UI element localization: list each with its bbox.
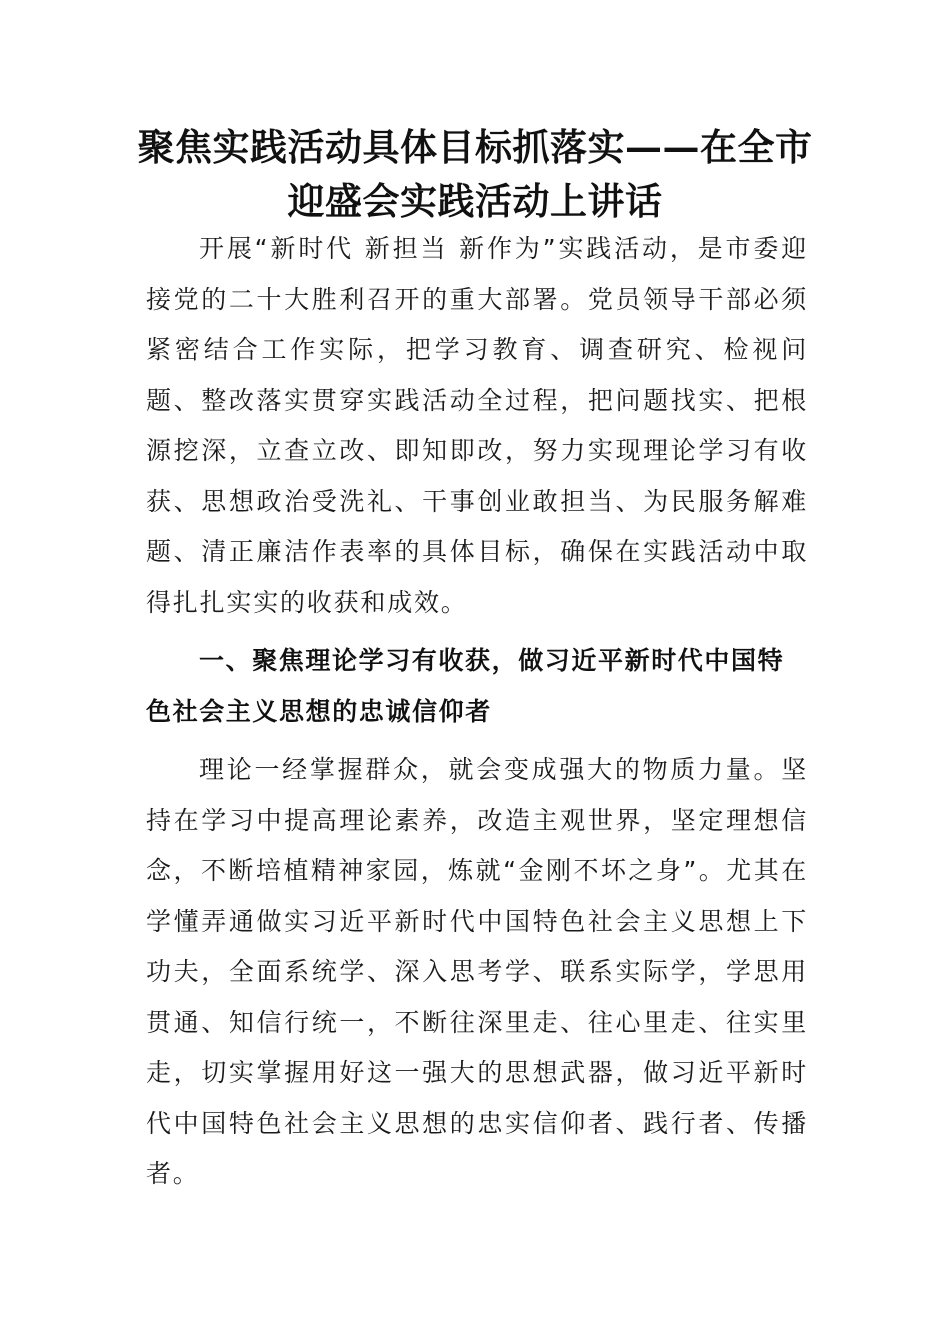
section-heading: 一、聚焦理论学习有收获，做习近平新时代中国特色社会主义思想的忠诚信仰者: [146, 646, 785, 726]
document-body: [146, 224, 808, 1200]
section-paragraph: 理论一经掌握群众，就会变成强大的物质力量。坚持在学习中提高理论素养，改造主观世界，坚定理想信念，不断培植精神家园，炼就“金刚不坏之身”。尤其在学懂弄通做实习近平新时代中国特色社会主义思想上下功夫，全面系统学、深入思考学、联系实际学，学思用贯通、知信行统一，不断往深里走、往心里走、往实里走，切实掌握用好这一强大的思想武器，做习近平新时代中国特色社会主义思想的忠实信仰者、践行者、传播者。: [146, 755, 808, 1188]
title-line-1: 聚焦实践活动具体目标抓落实——在全市: [137, 125, 813, 169]
document-title: [120, 120, 830, 228]
intro-paragraph: 开展“新时代 新担当 新作为”实践活动，是市委迎接党的二十大胜利召开的重大部署。党员领导干部必须紧密结合工作实际，把学习教育、调查研究、检视问题、整改落实贯穿实践活动全过程，把问题找实、把根源挖深，立查立改、即知即改，努力实现理论学习有收获、思想政治受洗礼、干事创业敢担当、为民服务解难题、清正廉洁作表率的具体目标，确保在实践活动中取得扎扎实实的收获和成效。: [146, 234, 808, 617]
title-line-2: 迎盛会实践活动上讲话: [287, 179, 663, 223]
